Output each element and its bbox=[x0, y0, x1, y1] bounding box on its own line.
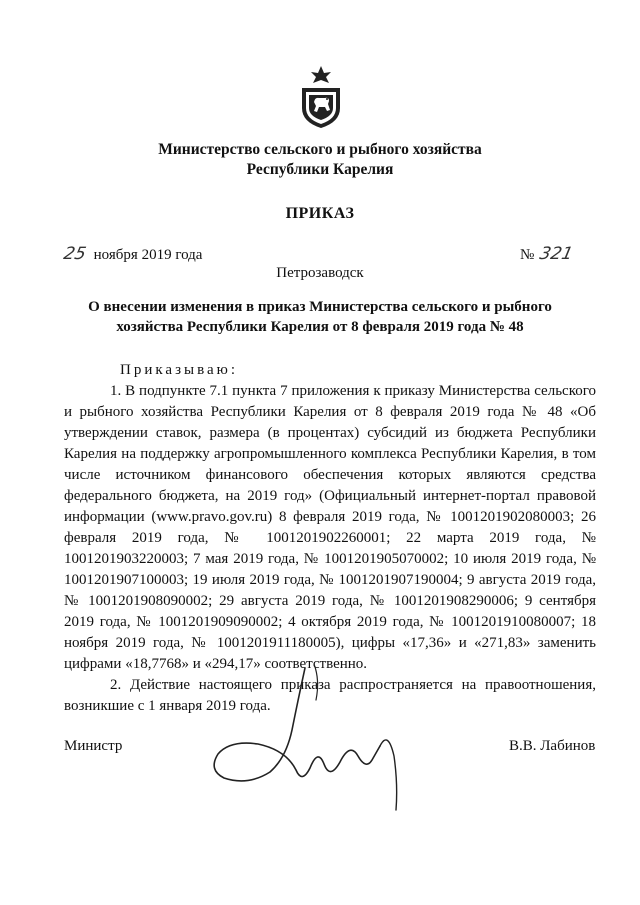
document-type-title: ПРИКАЗ bbox=[285, 205, 355, 222]
preamble: Приказываю: bbox=[120, 362, 238, 378]
handwritten-day: 25 bbox=[61, 244, 88, 264]
order-number bbox=[520, 244, 573, 264]
paragraph-2: 2. Действие настоящего приказа распространяется на правоотношения, возникшие с 1 января 2019 года. bbox=[64, 677, 596, 714]
subject-line-2: хозяйства Республики Карелия от 8 февраля 2019 года № 48 bbox=[116, 319, 524, 335]
number-label: № bbox=[520, 247, 535, 263]
karelia-coat-of-arms-icon bbox=[299, 64, 343, 130]
handwritten-number: 321 bbox=[538, 244, 575, 264]
order-subject bbox=[60, 297, 580, 337]
city-name: Петрозаводск bbox=[276, 265, 364, 281]
date-rest: ноября 2019 года bbox=[93, 247, 203, 263]
order-date bbox=[61, 244, 203, 264]
ministry-heading bbox=[0, 140, 640, 180]
ministry-line-2: Республики Карелия bbox=[246, 161, 394, 178]
subject-line-1: О внесении изменения в приказ Министерства сельского и рыбного bbox=[88, 299, 552, 315]
handwritten-signature bbox=[200, 660, 440, 820]
ministry-line-1: Министерство сельского и рыбного хозяйства bbox=[158, 141, 482, 158]
paragraph-1: 1. В подпункте 7.1 пункта 7 приложения к приказу Министерства сельского и рыбного хозяйства Республики Карелия от 8 февраля 2019 года № 48 «Об утверждении ставок, размера (в процентах) субсидий из бюджета Республики Карелия на поддержку агропромышленного комплекса Республики Карелия, в том числе источником финансового обеспечения которых являются средства федерального бюджета, на 2019 год» (Официальный интернет-портал правовой информации (www.pravo.gov.ru) 8 февраля 2019 года, № 1001201902080003; 26 февраля 2019 года, № 1001201902260001; 22 марта 2019 года, № 1001201903220003; 7 мая 2019 года, № 1001201905070002; 10 июля 2019 года, № 1001201907100003; 19 июля 2019 года, № 1001201907190004; 9 августа 2019 года, № 1001201908090002; 29 августа 2019 года, № 1001201908290006; 9 сентября 2019 года, № 1001201909090002; 4 октября 2019 года, № 1001201910080007; 18 ноября 2019 года, № 1001201911180005), цифры «17,36» и «271,83» заменить цифрами «18,7768» и «294,17» соответственно. bbox=[64, 383, 596, 672]
signer-name: В.В. Лабинов bbox=[509, 738, 596, 754]
signer-role: Министр bbox=[64, 738, 123, 754]
